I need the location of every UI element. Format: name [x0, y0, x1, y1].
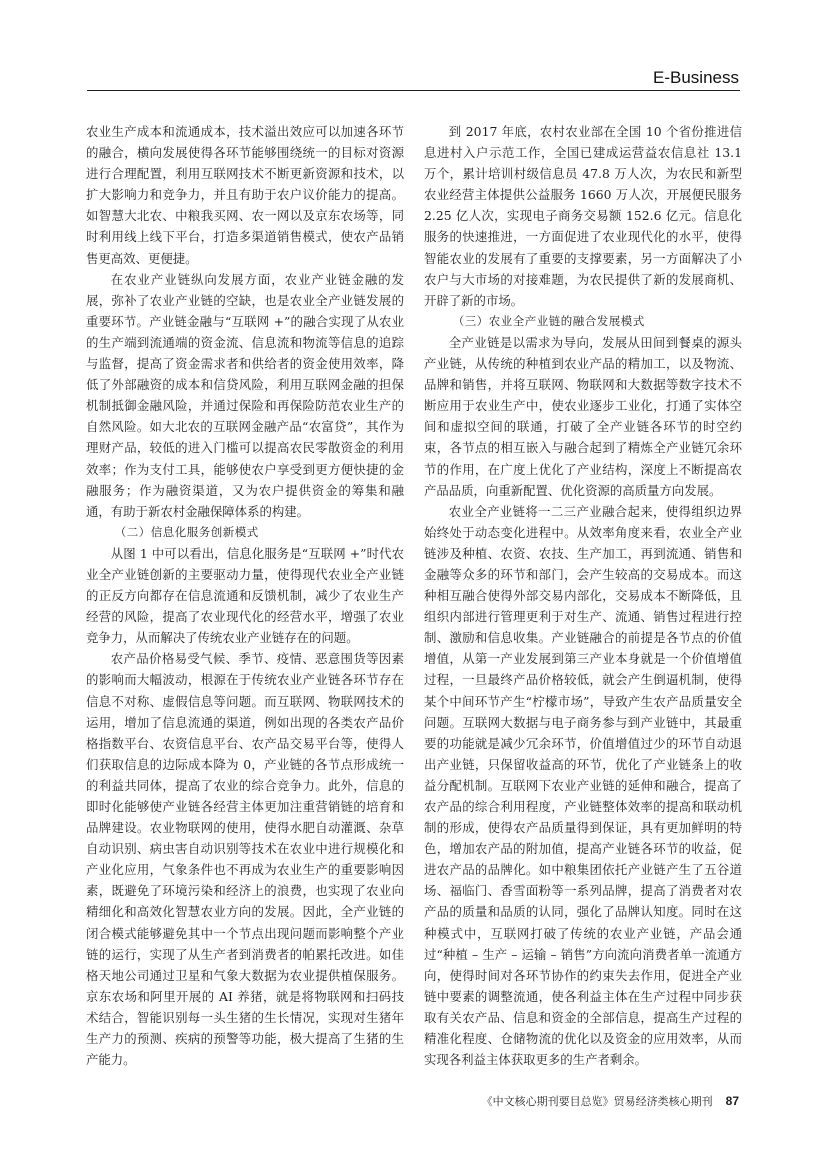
paragraph: 在农业产业链纵向发展方面，农业产业链金融的发展，弥补了农业产业链的空缺，也是农业全产业链发展的重要环节。产业链金融与“互联网 +”的融合实现了从农业的生产端到流通端的资金流、信息流和物流等信息的追踪与监督，提高了资金需求者和供给者的资金使用效率，降低了外部融资的成本和信贷风险，利用互联网金融的担保机制抵御金融风险，并通过保险和再保险防范农业生产的自然风险。如大北农的互联网金融产品“农富贷”，其作为理财产品，较低的进入门槛可以提高农民零散资金的利用效率；作为支付工具，能够使农户享受到更方便快捷的金融服务；作为融资渠道，又为农户提供资金的筹集和融通，有助于新农村金融保障体系的构建。 — [86, 271, 404, 519]
paragraph: 全产业链是以需求为导向，发展从田间到餐桌的源头产业链，从传统的种植到农业产品的精加工，以及物流、品牌和销售，并将互联网、物联网和大数据等数字技术不断应用于农业生产中，使农业逐步工业化，打通了实体空间和虚拟空间的联通，打破了全产业链各环节的时空约束，各节点的相互嵌入与融合起到了精炼全产业链冗余环节的作用，在广度上优化了产业结构，深度上不断提高农产品品质，向重新配置、优化资源的高质量方向发展。 — [424, 334, 742, 498]
header-rule — [87, 90, 740, 91]
section-heading: （二）信息化服务创新模式 — [114, 524, 259, 539]
page-number: 87 — [725, 1094, 739, 1108]
paragraph: 到 2017 年底，农村农业部在全国 10 个省份推进信息进村入户示范工作，全国已建成运营益农信息社 13.1 万个，累计培训村级信息员 47.8 万人次，为农民和新型农业经营主体提供公益服务 1660 万人次，开展便民服务 2.25 亿人次，实现电子商务交易额 152.6 亿元。信息化服务的快速推进，一方面促进了农业现代化的水平，使得智能农业的发展有了重要的支撑要素，另一方面解决了小农户与大市场的对接难题，为农民提供了新的发展商机、开辟了新的市场。 — [424, 124, 742, 308]
section-heading: （三）农业全产业链的融合发展模式 — [452, 313, 645, 328]
paragraph: 从图 1 中可以看出，信息化服务是“互联网 +”时代农业全产业链创新的主要驱动力量，使得现代农业全产业链的正反方向都存在信息流通和反馈机制，减少了农业生产经营的风险，提高了农业现代化的经营水平，增强了农业竞争力，从而解决了传统农业产业链存在的问题。 — [86, 545, 404, 646]
right-column — [424, 121, 742, 1070]
header-title: E-Business — [653, 68, 739, 87]
page-footer — [482, 1093, 739, 1109]
paragraph: 农业全产业链将一二三产业融合起来，使得组织边界始终处于动态变化进程中。从效率角度来看，农业全产业链涉及种植、农资、农技、生产加工，再到流通、销售和金融等众多的环节和部门，会产生较高的交易成本。而这种相互融合使得外部交易内部化，交易成本不断降低，且组织内部进行管理更利于对生产、流通、销售过程进行控制、激励和信息收集。产业链融合的前提是各节点的价值增值，从第一产业发展到第三产业本身就是一个价值增值过程，一旦最终产品价格较低，就会产生倒逼机制，使得某个中间环节产生“柠檬市场”，导致产生农产品质量安全问题。互联网大数据与电子商务参与到产业链中，其最重要的功能就是减少冗余环节，价值增值过少的环节自动退出产业链，只保留收益高的环节，优化了产业链条上的收益分配机制。互联网下农业产业链的延伸和融合，提高了农产品的综合利用程度，产业链整体效率的提高和联动机制的形成，使得农产品质量得到保证，具有更加鲜明的特色，增加农产品的附加值，提高产业链各环节的收益，促进农产品的品牌化。如中粮集团依托产业链产生了五谷道场、福临门、香雪面粉等一系列品牌，提高了消费者对农产品的质量和品质的认同，强化了品牌认知度。同时在这种模式中，互联网打破了传统的农业产业链，产品会通过“种植 – 生产 – 运输 – 销售”方向流向消费者单一流通方向，使得时间对各环节协作的约束失去作用，促进全产业链中要素的调整流通，使各利益主体在生产过程中同步获取有关农产品、信息和资金的全部信息，提高生产过程的精准化程度、仓储物流的优化以及资金的应用效率，从而实现各利益主体获取更多的生产者剩余。 — [424, 503, 742, 1068]
journal-name: 《中文核心期刊要目总览》贸易经济类核心期刊 — [481, 1096, 713, 1108]
paragraph: 农业生产成本和流通成本，技术溢出效应可以加速各环节的融合，横向发展使得各环节能够围绕统一的目标对资源进行合理配置，利用互联网技术不断更新资源和技术，以扩大影响力和竞争力，并且有助于农户议价能力的提高。如智慧大北农、中粮我买网、农一网以及京东农场等，同时利用线上线下平台，打造多渠道销售模式，使农产品销售更高效、更便捷。 — [86, 124, 404, 266]
paragraph: 农产品价格易受气候、季节、疫情、恶意围货等因素的影响而大幅波动，根源在于传统农业产业链各环节存在信息不对称、虚假信息等问题。而互联网、物联网技术的运用，增加了信息流通的渠道，例如出现的各类农产品价格指数平台、农资信息平台、农产品交易平台等，使得人们获取信息的边际成本降为 0，产业链的各节点形成统一的利益共同体，提高了农业的综合竞争力。此外，信息的即时化能够使产业链各经营主体更加注重营销链的培育和品牌建设。农业物联网的使用，使得水肥自动灌溉、杂草自动识别、病虫害自动识别等技术在农业中进行规模化和产业化应用，气象条件也不再成为农业生产的重要影响因素，既避免了环境污染和经济上的浪费，也实现了农业向精细化和高效化智慧农业方向的发展。因此，全产业链的闭合模式能够避免其中一个节点出现问题而影响整个产业链的运行，实现了从生产者到消费者的帕累托改进。如佳格天地公司通过卫星和气象大数据为农业提供植保服务。京东农场和阿里开展的 AI 养猪，就是将物联网和扫码技术结合，智能识别每一头生猪的生长情况，实现对生猪年生产力的预测、疾病的预警等功能，极大提高了生猪的生产能力。 — [86, 651, 404, 1068]
left-column — [86, 121, 404, 1070]
